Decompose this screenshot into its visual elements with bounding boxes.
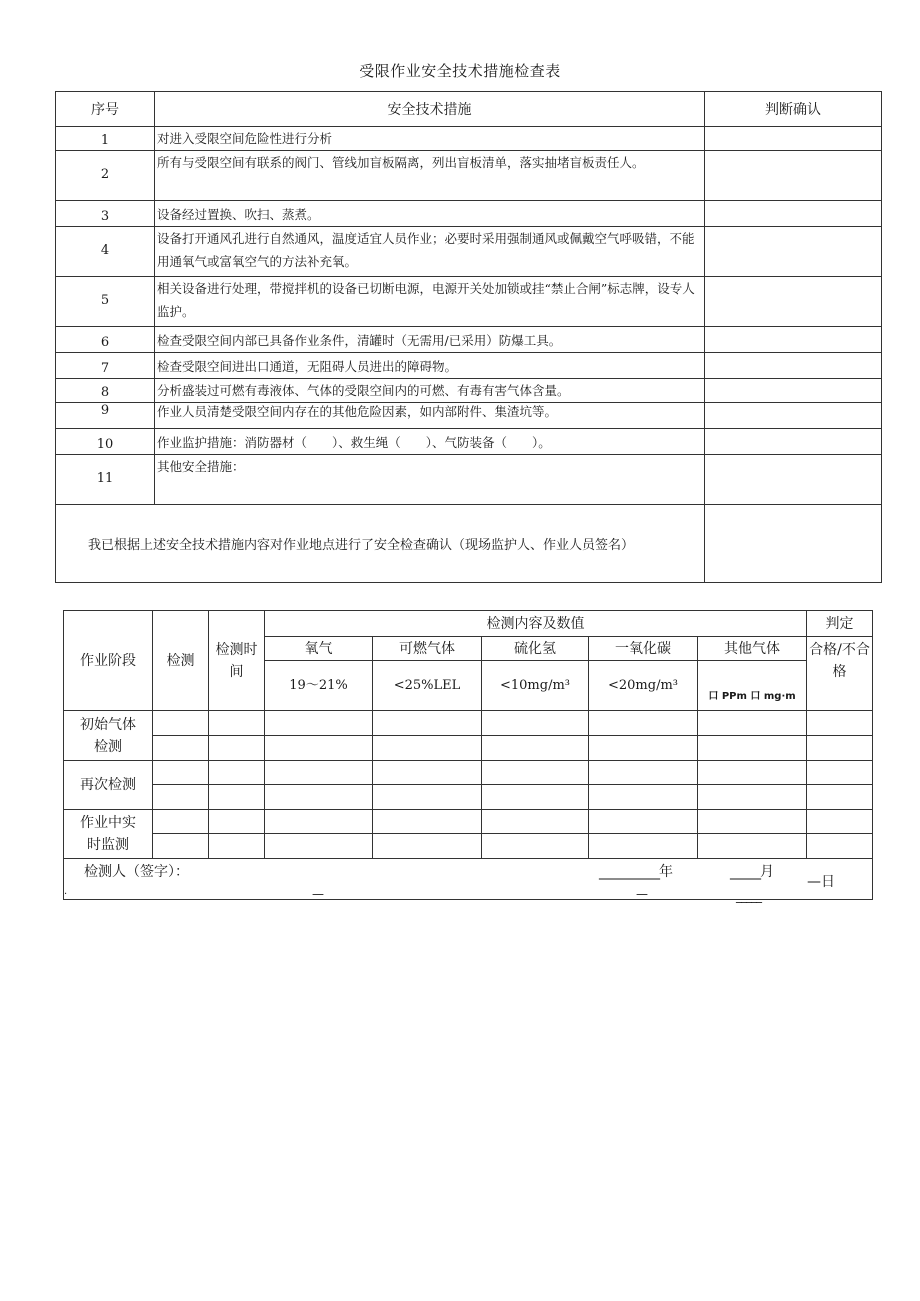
content-header: 检测内容及数值 (265, 611, 807, 637)
month-label: 月 (760, 864, 773, 880)
gas-test-table (63, 610, 873, 903)
data-cell[interactable] (265, 711, 373, 736)
judge-subheader: 合格/不合格 (807, 637, 873, 711)
year-label: 年 (659, 864, 672, 880)
row-number: 3 (56, 201, 155, 227)
measure-text: 作业人员清楚受限空间内存在的其他危险因素，如内部附件、集渣坑等。 (155, 403, 705, 429)
limit-co: <20mg/m³ (589, 661, 698, 711)
month-field[interactable] (730, 861, 773, 883)
data-cell[interactable] (807, 810, 873, 834)
signature-cell[interactable] (64, 859, 873, 903)
row-number: 7 (56, 353, 155, 379)
measure-text: 所有与受限空间有联系的阀门、管线加盲板隔离，列出盲板清单，落实抽堵盲板责任人。 (155, 151, 705, 201)
test-header: 检测 (153, 611, 209, 711)
limit-flammable: <25%LEL (373, 661, 482, 711)
time-header: 检测时间 (209, 611, 265, 711)
limit-h2s: <10mg/m³ (482, 661, 589, 711)
document-title: 受限作业安全技术措施检查表 (359, 62, 561, 80)
data-cell[interactable] (482, 810, 589, 834)
data-cell[interactable] (265, 810, 373, 834)
data-cell[interactable] (209, 810, 265, 834)
row-number: 6 (56, 327, 155, 353)
data-cell[interactable] (209, 736, 265, 761)
confirm-cell[interactable] (705, 429, 882, 455)
limit-other: 口 PPm 口 mg·m (698, 661, 807, 711)
signature-blank: — (312, 887, 324, 901)
data-cell[interactable] (373, 761, 482, 785)
data-cell[interactable] (698, 761, 807, 785)
measure-text: 对进入受限空间危险性进行分析 (155, 127, 705, 151)
confirm-cell[interactable] (705, 277, 882, 327)
table-row (64, 785, 873, 810)
confirm-cell[interactable] (705, 455, 882, 505)
gas-name-oxygen: 氧气 (265, 637, 373, 661)
stage-header: 作业阶段 (64, 611, 153, 711)
confirm-cell[interactable] (705, 227, 882, 277)
data-cell[interactable] (373, 785, 482, 810)
data-cell[interactable] (589, 711, 698, 736)
row-number: 5 (56, 277, 155, 327)
table-header-row (56, 92, 882, 127)
data-cell[interactable] (589, 761, 698, 785)
data-cell[interactable] (482, 785, 589, 810)
data-cell[interactable] (698, 711, 807, 736)
table-row (56, 353, 882, 379)
safety-measures-table (55, 91, 882, 583)
table-row (56, 201, 882, 227)
table-row (56, 151, 882, 201)
day-field[interactable]: —日 (807, 874, 835, 890)
table-row (56, 277, 882, 327)
data-cell[interactable] (209, 711, 265, 736)
signature-row (64, 859, 873, 900)
data-cell[interactable] (153, 810, 209, 834)
table-row (56, 455, 882, 505)
measure-text: 设备经过置换、吹扫、蒸煮。 (155, 201, 705, 227)
stage-realtime: 作业中实时监测 (64, 810, 153, 859)
data-cell[interactable] (589, 785, 698, 810)
table-row (56, 227, 882, 277)
header-confirm: 判断确认 (705, 92, 882, 127)
measure-text: 其他安全措施： (155, 455, 705, 505)
year-sub-blank: — (636, 887, 648, 901)
data-cell[interactable] (209, 761, 265, 785)
table-row (56, 127, 882, 151)
confirmation-row (56, 505, 882, 583)
measure-text: 检查受限空间内部已具备作业条件，清罐时（无需用/已采用）防爆工具。 (155, 327, 705, 353)
confirm-cell[interactable] (705, 379, 882, 403)
table-row (64, 810, 873, 834)
data-cell[interactable] (698, 810, 807, 834)
data-cell[interactable] (482, 711, 589, 736)
data-cell[interactable] (153, 711, 209, 736)
table-row (64, 736, 873, 761)
stage-initial: 初始气体检测 (64, 711, 153, 761)
gas-name-co: 一氧化碳 (589, 637, 698, 661)
limit-oxygen: 19～21% (265, 661, 373, 711)
data-cell[interactable] (482, 834, 589, 859)
table-row (64, 711, 873, 736)
signature-dot: . (64, 886, 68, 897)
data-cell[interactable] (482, 761, 589, 785)
measure-text: 作业监护措施：消防器材（ ）、救生绳（ ）、气防装备（ ）。 (155, 429, 705, 455)
stage-retest: 再次检测 (64, 761, 153, 810)
data-cell[interactable] (265, 834, 373, 859)
data-cell[interactable] (589, 834, 698, 859)
data-cell[interactable] (698, 736, 807, 761)
data-cell[interactable] (698, 785, 807, 810)
data-cell[interactable] (807, 711, 873, 736)
data-cell[interactable] (807, 761, 873, 785)
data-cell[interactable] (153, 761, 209, 785)
row-number: 10 (56, 429, 155, 455)
data-cell[interactable] (209, 785, 265, 810)
data-cell[interactable] (153, 785, 209, 810)
row-number: 11 (56, 455, 155, 505)
data-cell[interactable] (153, 834, 209, 859)
row-number: 4 (56, 227, 155, 277)
gas-name-h2s: 硫化氢 (482, 637, 589, 661)
data-cell[interactable] (589, 736, 698, 761)
row-number: 8 (56, 379, 155, 403)
signature-label: 检测人（签字）： (84, 864, 189, 880)
table-row (56, 429, 882, 455)
data-cell[interactable] (265, 761, 373, 785)
judge-header: 判定 (807, 611, 873, 637)
data-cell[interactable] (153, 736, 209, 761)
table-row (56, 403, 882, 429)
confirm-cell[interactable] (705, 151, 882, 201)
data-cell[interactable] (373, 711, 482, 736)
confirm-cell[interactable] (705, 327, 882, 353)
gas-name-flammable: 可燃气体 (373, 637, 482, 661)
data-cell[interactable] (265, 736, 373, 761)
month-blank: _____ (730, 864, 760, 880)
gas-name-other: 其他气体 (698, 637, 807, 661)
signature-cell[interactable] (705, 505, 882, 583)
header-no: 序号 (56, 92, 155, 127)
year-field[interactable] (599, 861, 672, 883)
row-number: 1 (56, 127, 155, 151)
row-number: 9 (56, 403, 155, 429)
data-cell[interactable] (698, 834, 807, 859)
measure-text: 相关设备进行处理，带搅拌机的设备已切断电源，电源开关处加锁或挂“禁止合闸”标志牌，设专人监护。 (155, 277, 705, 327)
table-row (56, 327, 882, 353)
header-measure: 安全技术措施 (155, 92, 705, 127)
row-number: 2 (56, 151, 155, 201)
table-row (64, 834, 873, 859)
data-cell[interactable] (209, 834, 265, 859)
data-cell[interactable] (373, 834, 482, 859)
measure-text: 设备打开通风孔进行自然通风，温度适宜人员作业；必要时采用强制通风或佩戴空气呼吸错，不能用通氧气或富氧空气的方法补充氧。 (155, 227, 705, 277)
measure-text: 检查受限空间进出口通道，无阻碍人员进出的障碍物。 (155, 353, 705, 379)
data-cell[interactable] (589, 810, 698, 834)
table-row (56, 379, 882, 403)
confirm-cell[interactable] (705, 127, 882, 151)
confirm-cell[interactable] (705, 403, 882, 429)
table-row (64, 761, 873, 785)
confirmation-statement: 我已根据上述安全技术措施内容对作业地点进行了安全检查确认（现场监护人、作业人员签名） (56, 505, 705, 583)
confirm-cell[interactable] (705, 353, 882, 379)
data-cell[interactable] (807, 785, 873, 810)
data-cell[interactable] (265, 785, 373, 810)
confirm-cell[interactable] (705, 201, 882, 227)
measure-text: 分析盛装过可燃有毒液体、气体的受限空间内的可燃、有毒有害气体含量。 (155, 379, 705, 403)
month-sub-blank: _____ (736, 889, 761, 903)
data-cell[interactable] (482, 736, 589, 761)
data-cell[interactable] (807, 736, 873, 761)
data-cell[interactable] (373, 736, 482, 761)
data-cell[interactable] (807, 834, 873, 859)
data-cell[interactable] (373, 810, 482, 834)
year-blank: __________ (599, 864, 659, 880)
